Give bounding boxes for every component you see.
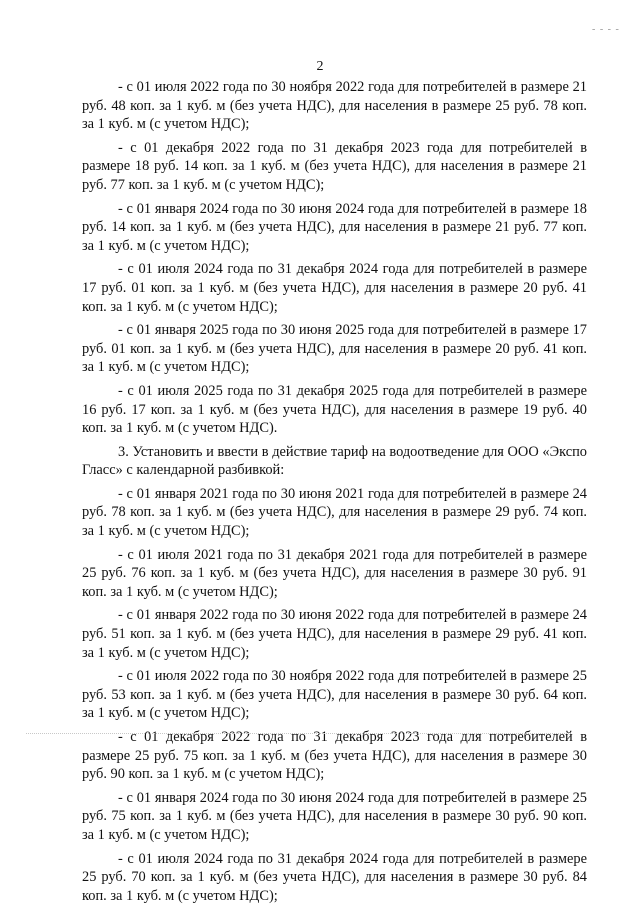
tariff-item-sewage-2024-jan: - с 01 января 2024 года по 30 июня 2024 года для потребителей в размере 25 руб. 75 коп. за 1 куб. м (без учета НДС), для населения в размере 30 руб. 90 коп. за 1 куб. м (с учетом НДС); [82,789,587,843]
tariff-item-sewage-2021-jan: - с 01 января 2021 года по 30 июня 2021 года для потребителей в размере 24 руб. 78 коп. за 1 куб. м (без учета НДС), для населения в размере 29 руб. 74 коп. за 1 куб. м (с учетом НДС); [82,485,587,540]
tariff-item-water-2024-jul: - с 01 июля 2024 года по 31 декабря 2024 года для потребителей в размере 17 руб. 01 коп. за 1 куб. м (без учета НДС), для населения в размере 20 руб. 41 коп. за 1 куб. м (с учетом НДС); [82,261,587,315]
tariff-item-water-2022-jul: - с 01 июля 2022 года по 30 ноября 2022 года для потребителей в размере 21 руб. 48 коп. за 1 куб. м (без учета НДС), для населения в размере 25 руб. 78 коп. за 1 куб. м (с учетом НДС); [82,79,587,133]
scan-artifact-line [26,733,571,734]
page-number: 2 [316,59,324,74]
tariff-item-sewage-2022-dec: - с 01 декабря 2022 года по 31 декабря 2023 года для потребителей в размере 25 руб. 75 коп. за 1 куб. м (без учета НДС), для населения в размере 30 руб. 90 коп. за 1 куб. м (с учетом НДС); [82,729,587,783]
tariff-item-water-2025-jul: - с 01 июля 2025 года по 31 декабря 2025 года для потребителей в размере 16 руб. 17 коп. за 1 куб. м (без учета НДС), для населения в размере 19 руб. 40 коп. за 1 куб. м (с учетом НДС). [82,382,587,437]
tariff-item-sewage-2024-jul: - с 01 июля 2024 года по 31 декабря 2024 года для потребителей в размере 25 руб. 70 коп. за 1 куб. м (без учета НДС), для населения в размере 30 руб. 84 коп. за 1 куб. м (с учетом НДС); [82,850,587,904]
tariff-item-water-2022-dec: - с 01 декабря 2022 года по 31 декабря 2023 года для потребителей в размере 18 руб. 14 коп. за 1 куб. м (без учета НДС), для населения в размере 21 руб. 77 коп. за 1 куб. м (с учетом НДС); [82,139,587,193]
tariff-item-water-2024-jan: - с 01 января 2024 года по 30 июня 2024 года для потребителей в размере 18 руб. 14 коп. за 1 куб. м (без учета НДС), для населения в размере 21 руб. 77 коп. за 1 куб. м (с учетом НДС); [82,200,587,254]
corner-scan-mark: - - - - [592,24,620,35]
section-3-heading: 3. Установить и ввести в действие тариф на водоотведение для ООО «Экспо Гласс» с календарной разбивкой: [82,443,587,479]
tariff-item-water-2025-jan: - с 01 января 2025 года по 30 июня 2025 года для потребителей в размере 17 руб. 01 коп. за 1 куб. м (без учета НДС), для населения в размере 20 руб. 41 коп. за 1 куб. м (с учетом НДС); [82,322,587,376]
tariff-item-sewage-2022-jul: - с 01 июля 2022 года по 30 ноября 2022 года для потребителей в размере 25 руб. 53 коп. за 1 куб. м (без учета НДС), для населения в размере 30 руб. 64 коп. за 1 куб. м (с учетом НДС); [82,668,587,722]
tariff-item-sewage-2022-jan: - с 01 января 2022 года по 30 июня 2022 года для потребителей в размере 24 руб. 51 коп. за 1 куб. м (без учета НДС), для населения в размере 29 руб. 41 коп. за 1 куб. м (с учетом НДС); [82,607,587,661]
document-body [82,78,587,910]
tariff-item-sewage-2021-jul: - с 01 июля 2021 года по 31 декабря 2021 года для потребителей в размере 25 руб. 76 коп. за 1 куб. м (без учета НДС), для населения в размере 30 руб. 91 коп. за 1 куб. м (с учетом НДС); [82,546,587,600]
